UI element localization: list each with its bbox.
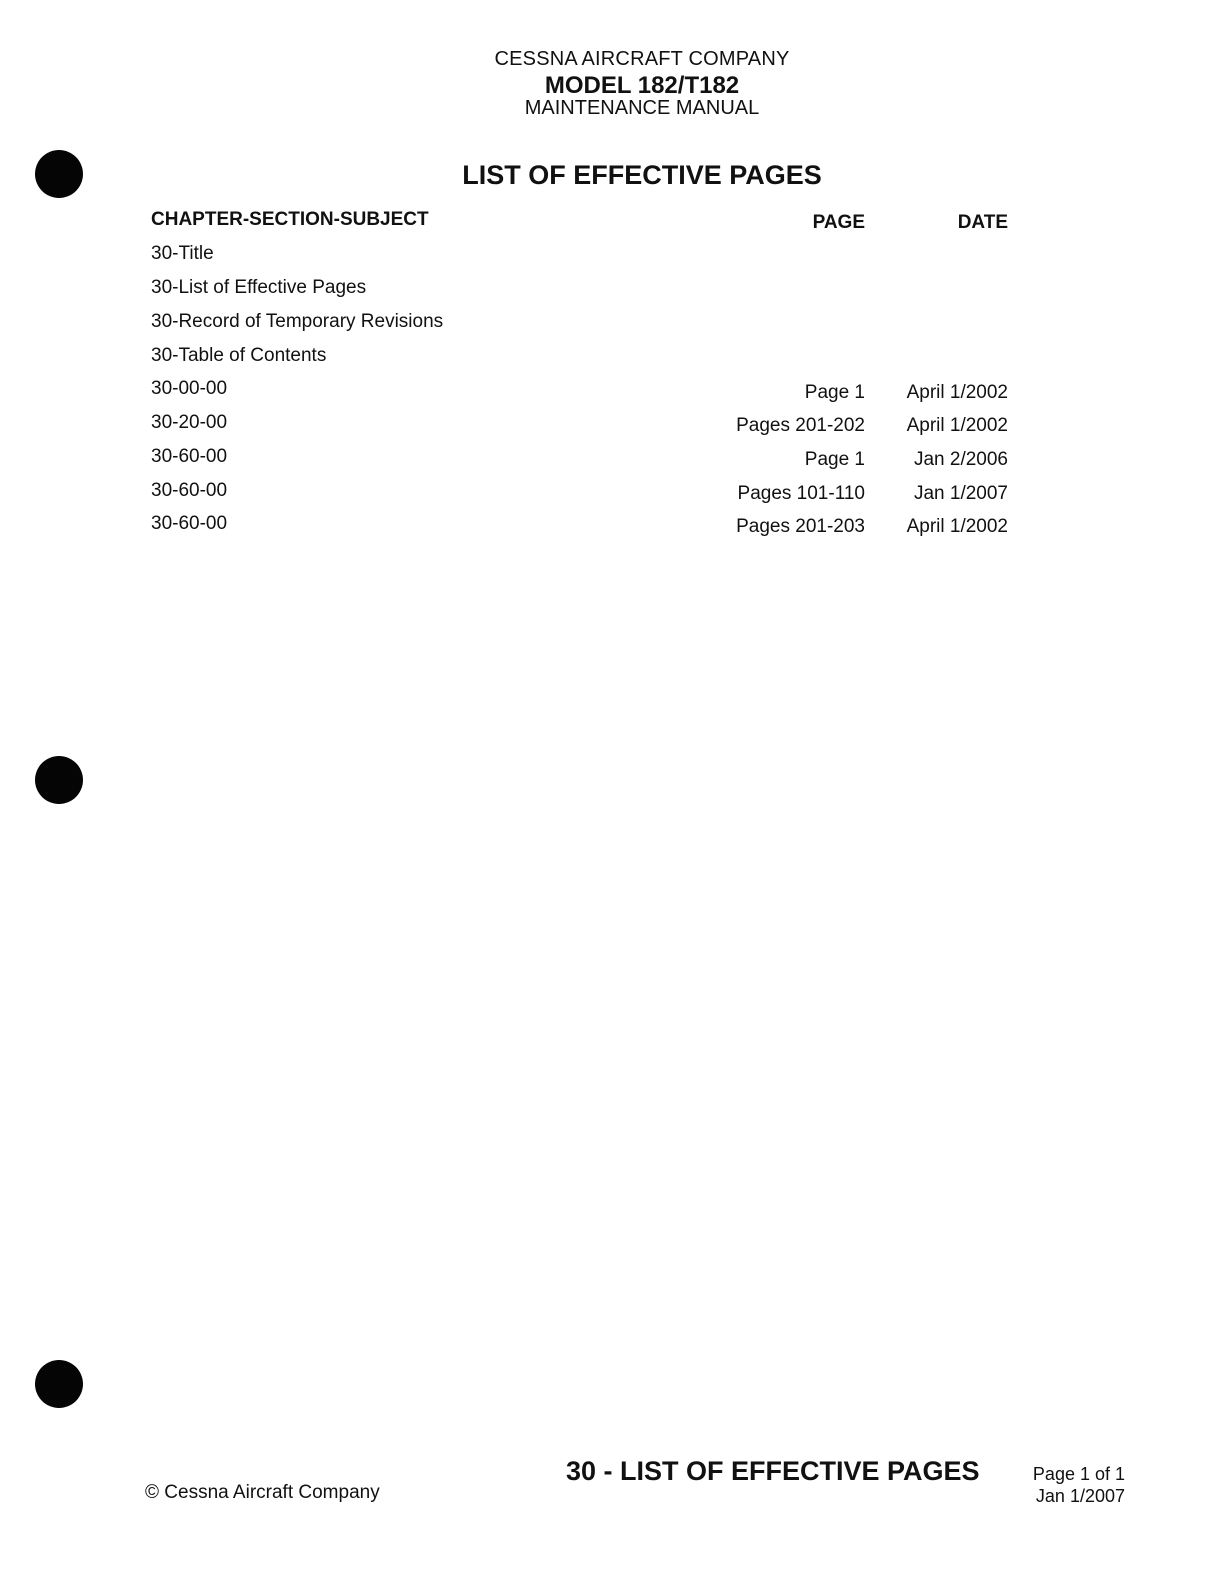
row-date: Jan 2/2006 bbox=[913, 449, 1008, 470]
column-header-subject: CHAPTER-SECTION-SUBJECT bbox=[151, 209, 429, 230]
row-page: Page 1 bbox=[804, 382, 865, 403]
row-subject: 30-Title bbox=[151, 243, 214, 264]
punch-hole-top bbox=[35, 150, 83, 198]
row-date: Jan 1/2007 bbox=[913, 483, 1008, 504]
row-subject: 30-List of Effective Pages bbox=[151, 277, 367, 298]
row-subject: 30-60-00 bbox=[151, 446, 228, 467]
footer-date: Jan 1/2007 bbox=[1035, 1486, 1125, 1506]
punch-hole-middle bbox=[35, 756, 83, 804]
row-page: Pages 201-203 bbox=[736, 516, 865, 537]
footer-copyright: © Cessna Aircraft Company bbox=[145, 1482, 380, 1503]
page-title: LIST OF EFFECTIVE PAGES bbox=[462, 160, 822, 190]
punch-hole-bottom bbox=[35, 1360, 83, 1408]
row-subject: 30-Table of Contents bbox=[151, 345, 327, 366]
row-subject: 30-60-00 bbox=[151, 513, 228, 534]
column-header-date: DATE bbox=[957, 212, 1008, 233]
manual-name: MAINTENANCE MANUAL bbox=[524, 97, 760, 119]
row-date: April 1/2002 bbox=[906, 415, 1008, 436]
company-name: CESSNA AIRCRAFT COMPANY bbox=[494, 48, 790, 70]
model-name: MODEL 182/T182 bbox=[544, 72, 740, 99]
column-header-page: PAGE bbox=[812, 212, 865, 233]
row-subject: 30-00-00 bbox=[151, 378, 228, 399]
row-page: Pages 201-202 bbox=[736, 415, 865, 436]
row-page: Pages 101-110 bbox=[737, 483, 865, 504]
row-subject: 30-20-00 bbox=[151, 412, 228, 433]
row-date: April 1/2002 bbox=[906, 382, 1008, 403]
row-subject: 30-60-00 bbox=[151, 480, 228, 501]
footer-section-title: 30 - LIST OF EFFECTIVE PAGES bbox=[566, 1456, 980, 1486]
footer-page-number: Page 1 of 1 bbox=[1032, 1464, 1125, 1484]
row-subject: 30-Record of Temporary Revisions bbox=[151, 311, 444, 332]
row-page: Page 1 bbox=[804, 449, 865, 470]
row-date: April 1/2002 bbox=[906, 516, 1008, 537]
